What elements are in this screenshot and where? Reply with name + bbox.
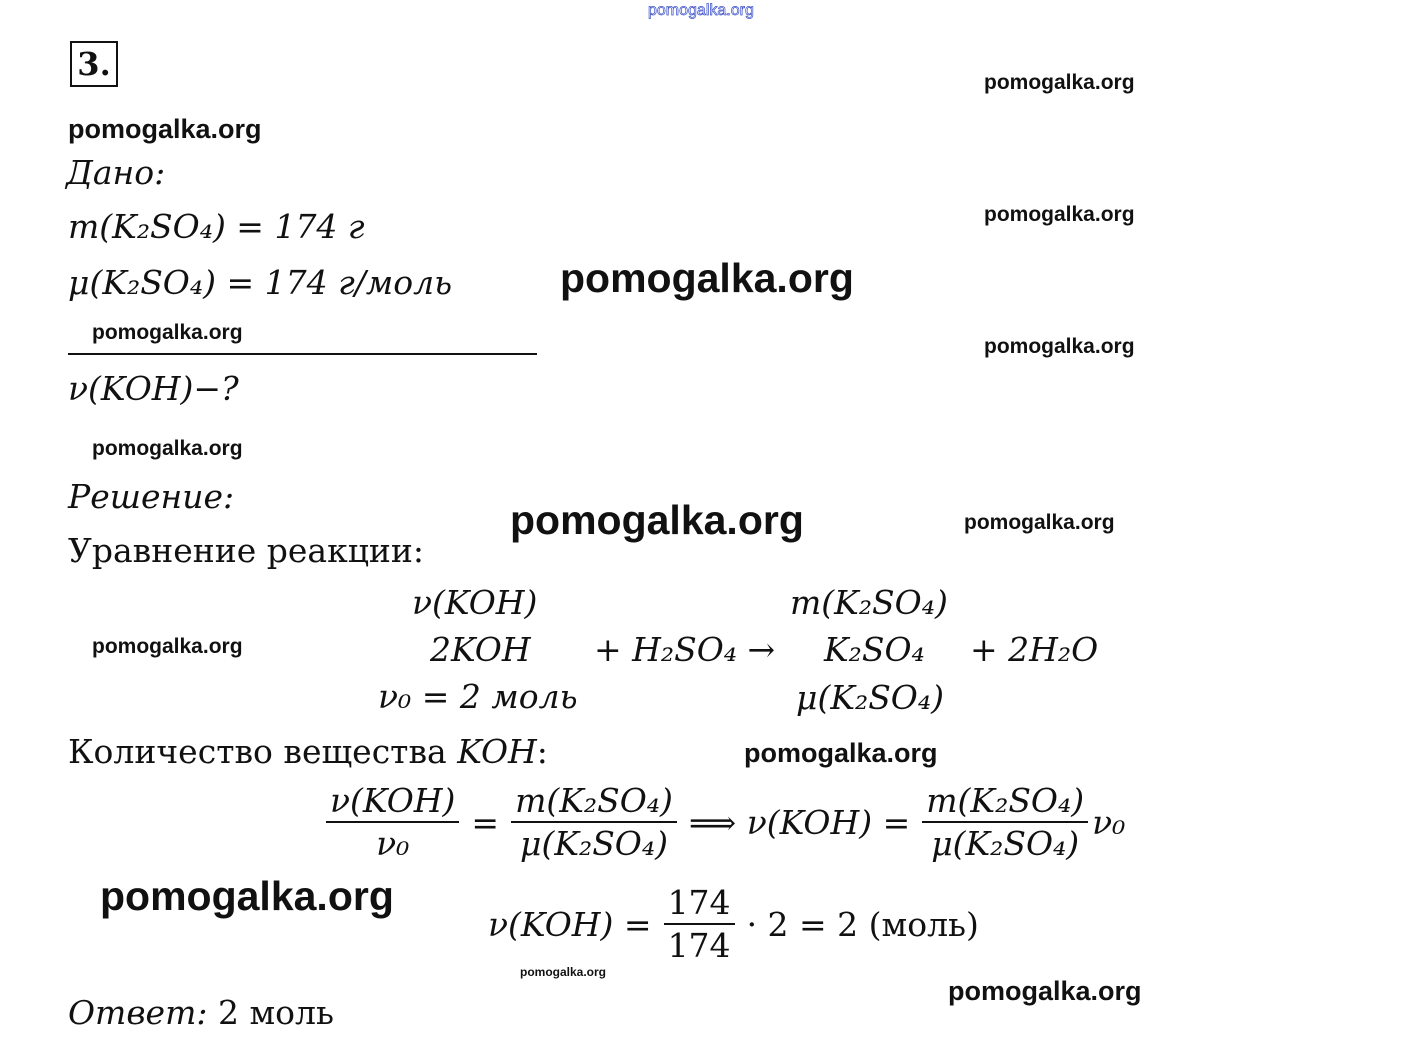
watermark: pomogalka.org: [92, 635, 243, 658]
numerator: m(K₂SO₄): [511, 784, 677, 823]
problem-number: 3.: [70, 41, 118, 87]
given-molar-mass: μ(K₂SO₄) = 174 г/моль: [68, 263, 453, 302]
given-label: Дано:: [66, 153, 166, 192]
watermark: pomogalka.org: [510, 497, 804, 543]
watermark: pomogalka.org: [92, 437, 243, 460]
reaction-title: Уравнение реакции:: [68, 531, 425, 570]
denominator: ν₀: [376, 824, 410, 863]
denominator: μ(K₂SO₄): [520, 824, 668, 863]
watermark: pomogalka.org: [948, 976, 1142, 1006]
watermark: pomogalka.org: [100, 873, 394, 919]
watermark: pomogalka.org: [92, 321, 243, 344]
numerator: m(K₂SO₄): [922, 784, 1088, 823]
numerator: ν(KOH): [326, 784, 459, 823]
watermark: pomogalka.org: [984, 203, 1135, 226]
reaction-k2so4-bottom: μ(K₂SO₄): [796, 678, 944, 717]
reaction-h2so4: + H₂SO₄ →: [594, 630, 776, 669]
proportion-equation: [326, 781, 1126, 863]
answer-label: Ответ:: [68, 993, 208, 1032]
fraction: [326, 781, 459, 863]
fraction: [664, 883, 735, 965]
answer: [68, 993, 334, 1032]
denominator: 174: [667, 926, 731, 965]
numerator: 174: [664, 886, 735, 925]
fraction: [922, 781, 1088, 863]
watermark: pomogalka.org: [984, 335, 1135, 358]
given-mass: m(K₂SO₄) = 174 г: [68, 207, 365, 246]
reaction-koh-top: ν(KOH): [412, 583, 538, 622]
denominator: μ(K₂SO₄): [931, 824, 1080, 863]
calculation: [488, 883, 979, 965]
reaction-koh-bottom: ν₀ = 2 моль: [378, 677, 578, 716]
amount-title-colon: :: [536, 732, 548, 771]
find-quantity: ν(KOH)−?: [68, 369, 239, 408]
watermark: pomogalka.org: [68, 114, 262, 144]
reaction-water: + 2H₂O: [970, 630, 1099, 669]
amount-title-formula: KOH: [457, 732, 537, 771]
equals: =: [471, 802, 500, 842]
reaction-k2so4-top: m(K₂SO₄): [790, 583, 948, 622]
amount-title: [68, 732, 548, 771]
reaction-koh: 2KOH: [430, 630, 531, 669]
fraction: [511, 781, 677, 863]
calc-rhs: · 2 = 2 (моль): [746, 904, 979, 944]
given-divider: [68, 353, 537, 355]
watermark-top: pomogalka.org: [648, 2, 754, 19]
watermark: pomogalka.org: [520, 965, 607, 979]
calc-lhs: ν(KOH) =: [488, 904, 652, 944]
watermark: pomogalka.org: [744, 738, 938, 768]
watermark: pomogalka.org: [964, 511, 1115, 534]
nu-zero: ν₀: [1092, 802, 1126, 842]
reaction-k2so4: K₂SO₄: [824, 630, 925, 669]
watermark: pomogalka.org: [560, 255, 854, 301]
amount-title-text: Количество вещества: [68, 732, 458, 771]
solution-label: Решение:: [68, 477, 235, 516]
answer-value: 2 моль: [207, 993, 334, 1032]
implies-expression: ⟹ ν(KOH) =: [688, 802, 911, 842]
watermark: pomogalka.org: [984, 71, 1135, 94]
